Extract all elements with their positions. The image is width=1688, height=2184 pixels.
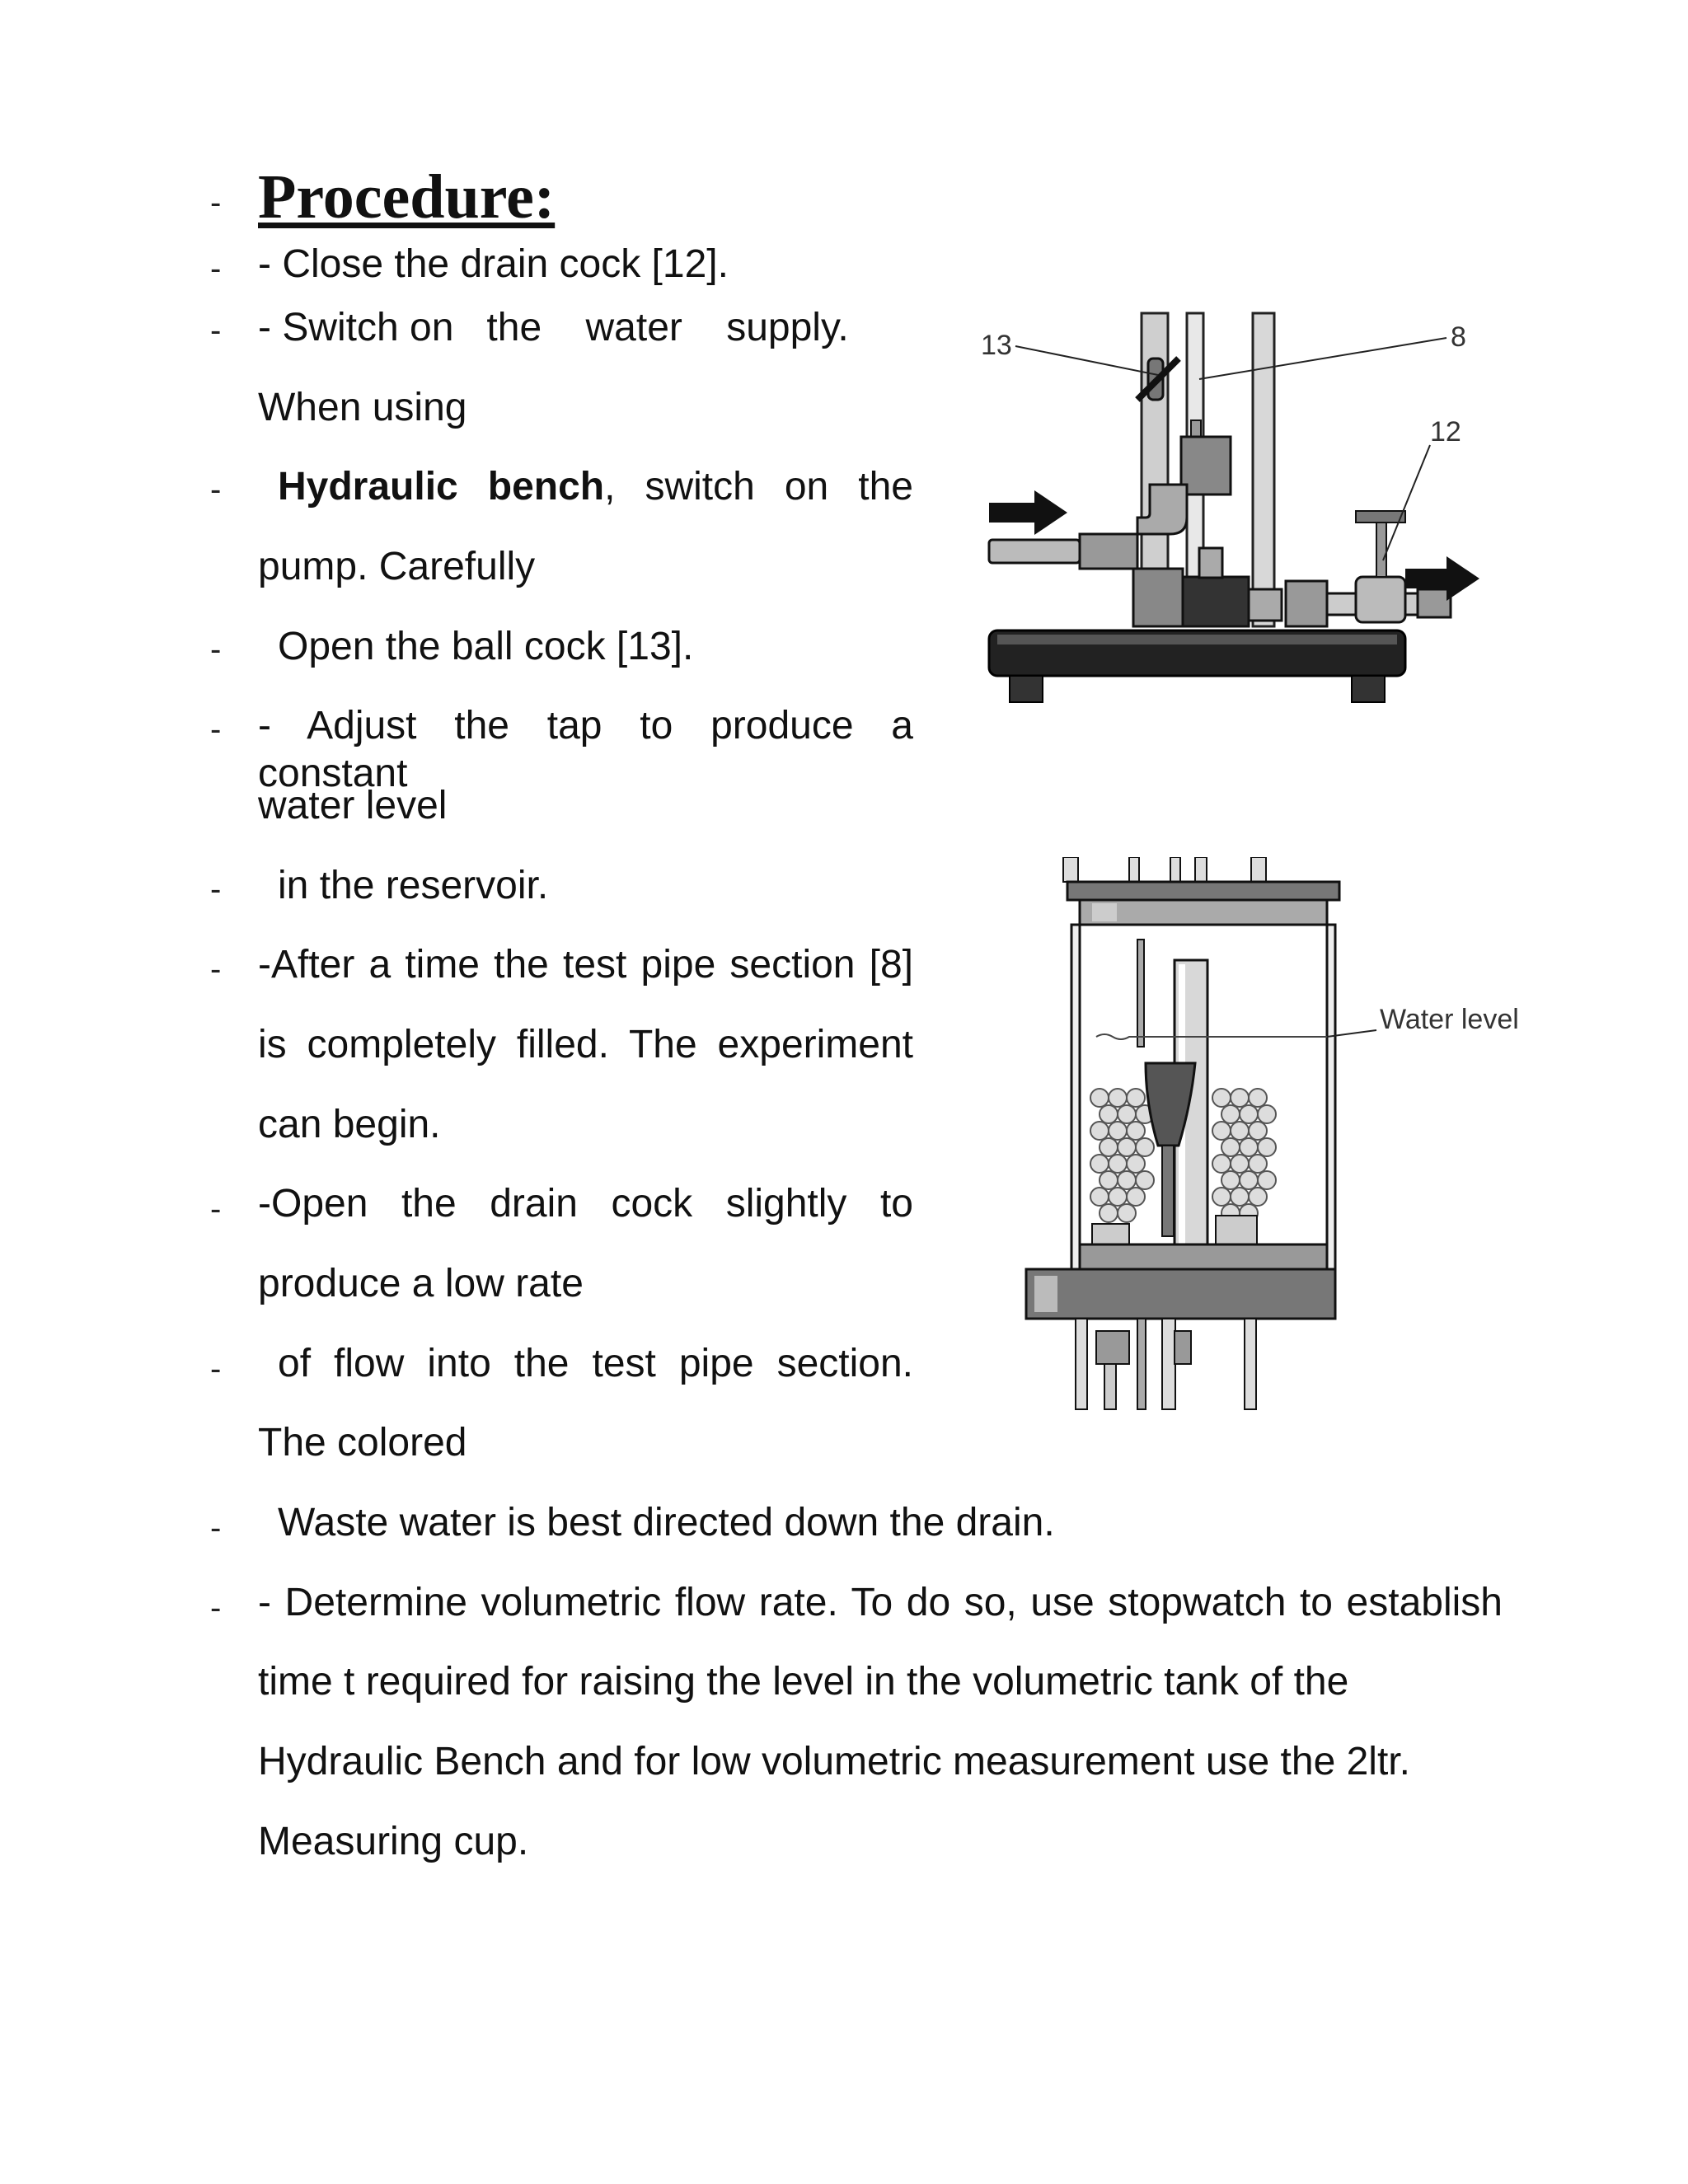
bullet-dash: - [210,251,222,287]
bullet-dash: - [210,711,222,748]
step-measuring-cup: Measuring cup. [258,1820,529,1863]
step-open-ball-cock: Open the ball cock [13]. [278,625,694,668]
bullet-dash: - [210,1351,222,1387]
step-completely-filled: is completely filled. The experiment [258,1023,913,1066]
water-level-label: Water level [1380,1004,1519,1035]
step-switch-on-supply: - Switch on the water supply. [258,306,849,349]
bullet-dash: - [210,312,222,349]
step-pump-carefully: pump. Carefully [258,545,536,588]
step-flow-into-pipe: of flow into the test pipe section. [278,1342,913,1385]
apparatus-base-figure [973,305,1500,717]
bullet-dash: - [210,951,222,987]
step-when-using: When using [258,386,467,429]
hydraulic-bench-rest: , switch on the [604,465,913,509]
bullet-dash: - [210,1510,222,1546]
bullet-dash: - [210,185,222,221]
step-after-a-time: -After a time the test pipe section [8] [258,943,913,987]
bullet-dash: - [210,1590,222,1626]
callout-13: 13 [981,330,1012,361]
bullet-dash: - [210,871,222,907]
step-determine-flow-rate: - Determine volumetric flow rate. To do so, use stopwatch to establish [258,1581,1503,1624]
step-adjust-tap: - Adjust the tap to produce a constant [258,704,913,795]
bullet-dash: - [210,471,222,508]
step-open-drain-slightly: -Open the drain cock slightly to [258,1182,913,1226]
step-the-colored: The colored [258,1421,467,1465]
step-time-required: time t required for raising the level in the volumetric tank of the [258,1660,1349,1704]
step-hydraulic-bench [278,463,913,511]
procedure-heading: Procedure: [258,162,556,232]
step-can-begin: can begin. [258,1103,441,1146]
step-low-rate: produce a low rate [258,1262,584,1305]
reservoir-figure [1014,857,1541,1418]
callout-12: 12 [1430,416,1461,448]
bullet-dash: - [210,631,222,668]
step-water-level: water level [258,784,448,827]
callout-8: 8 [1451,321,1466,353]
step-in-reservoir: in the reservoir. [278,864,549,907]
step-hydraulic-bench-measure: Hydraulic Bench and for low volumetric measurement use the 2ltr. [258,1740,1410,1783]
step-close-drain-cock: - Close the drain cock [12]. [258,242,729,286]
bullet-dash: - [210,1191,222,1227]
step-waste-water: Waste water is best directed down the drain. [278,1501,1055,1544]
hydraulic-bench-bold: Hydraulic bench [278,465,605,509]
